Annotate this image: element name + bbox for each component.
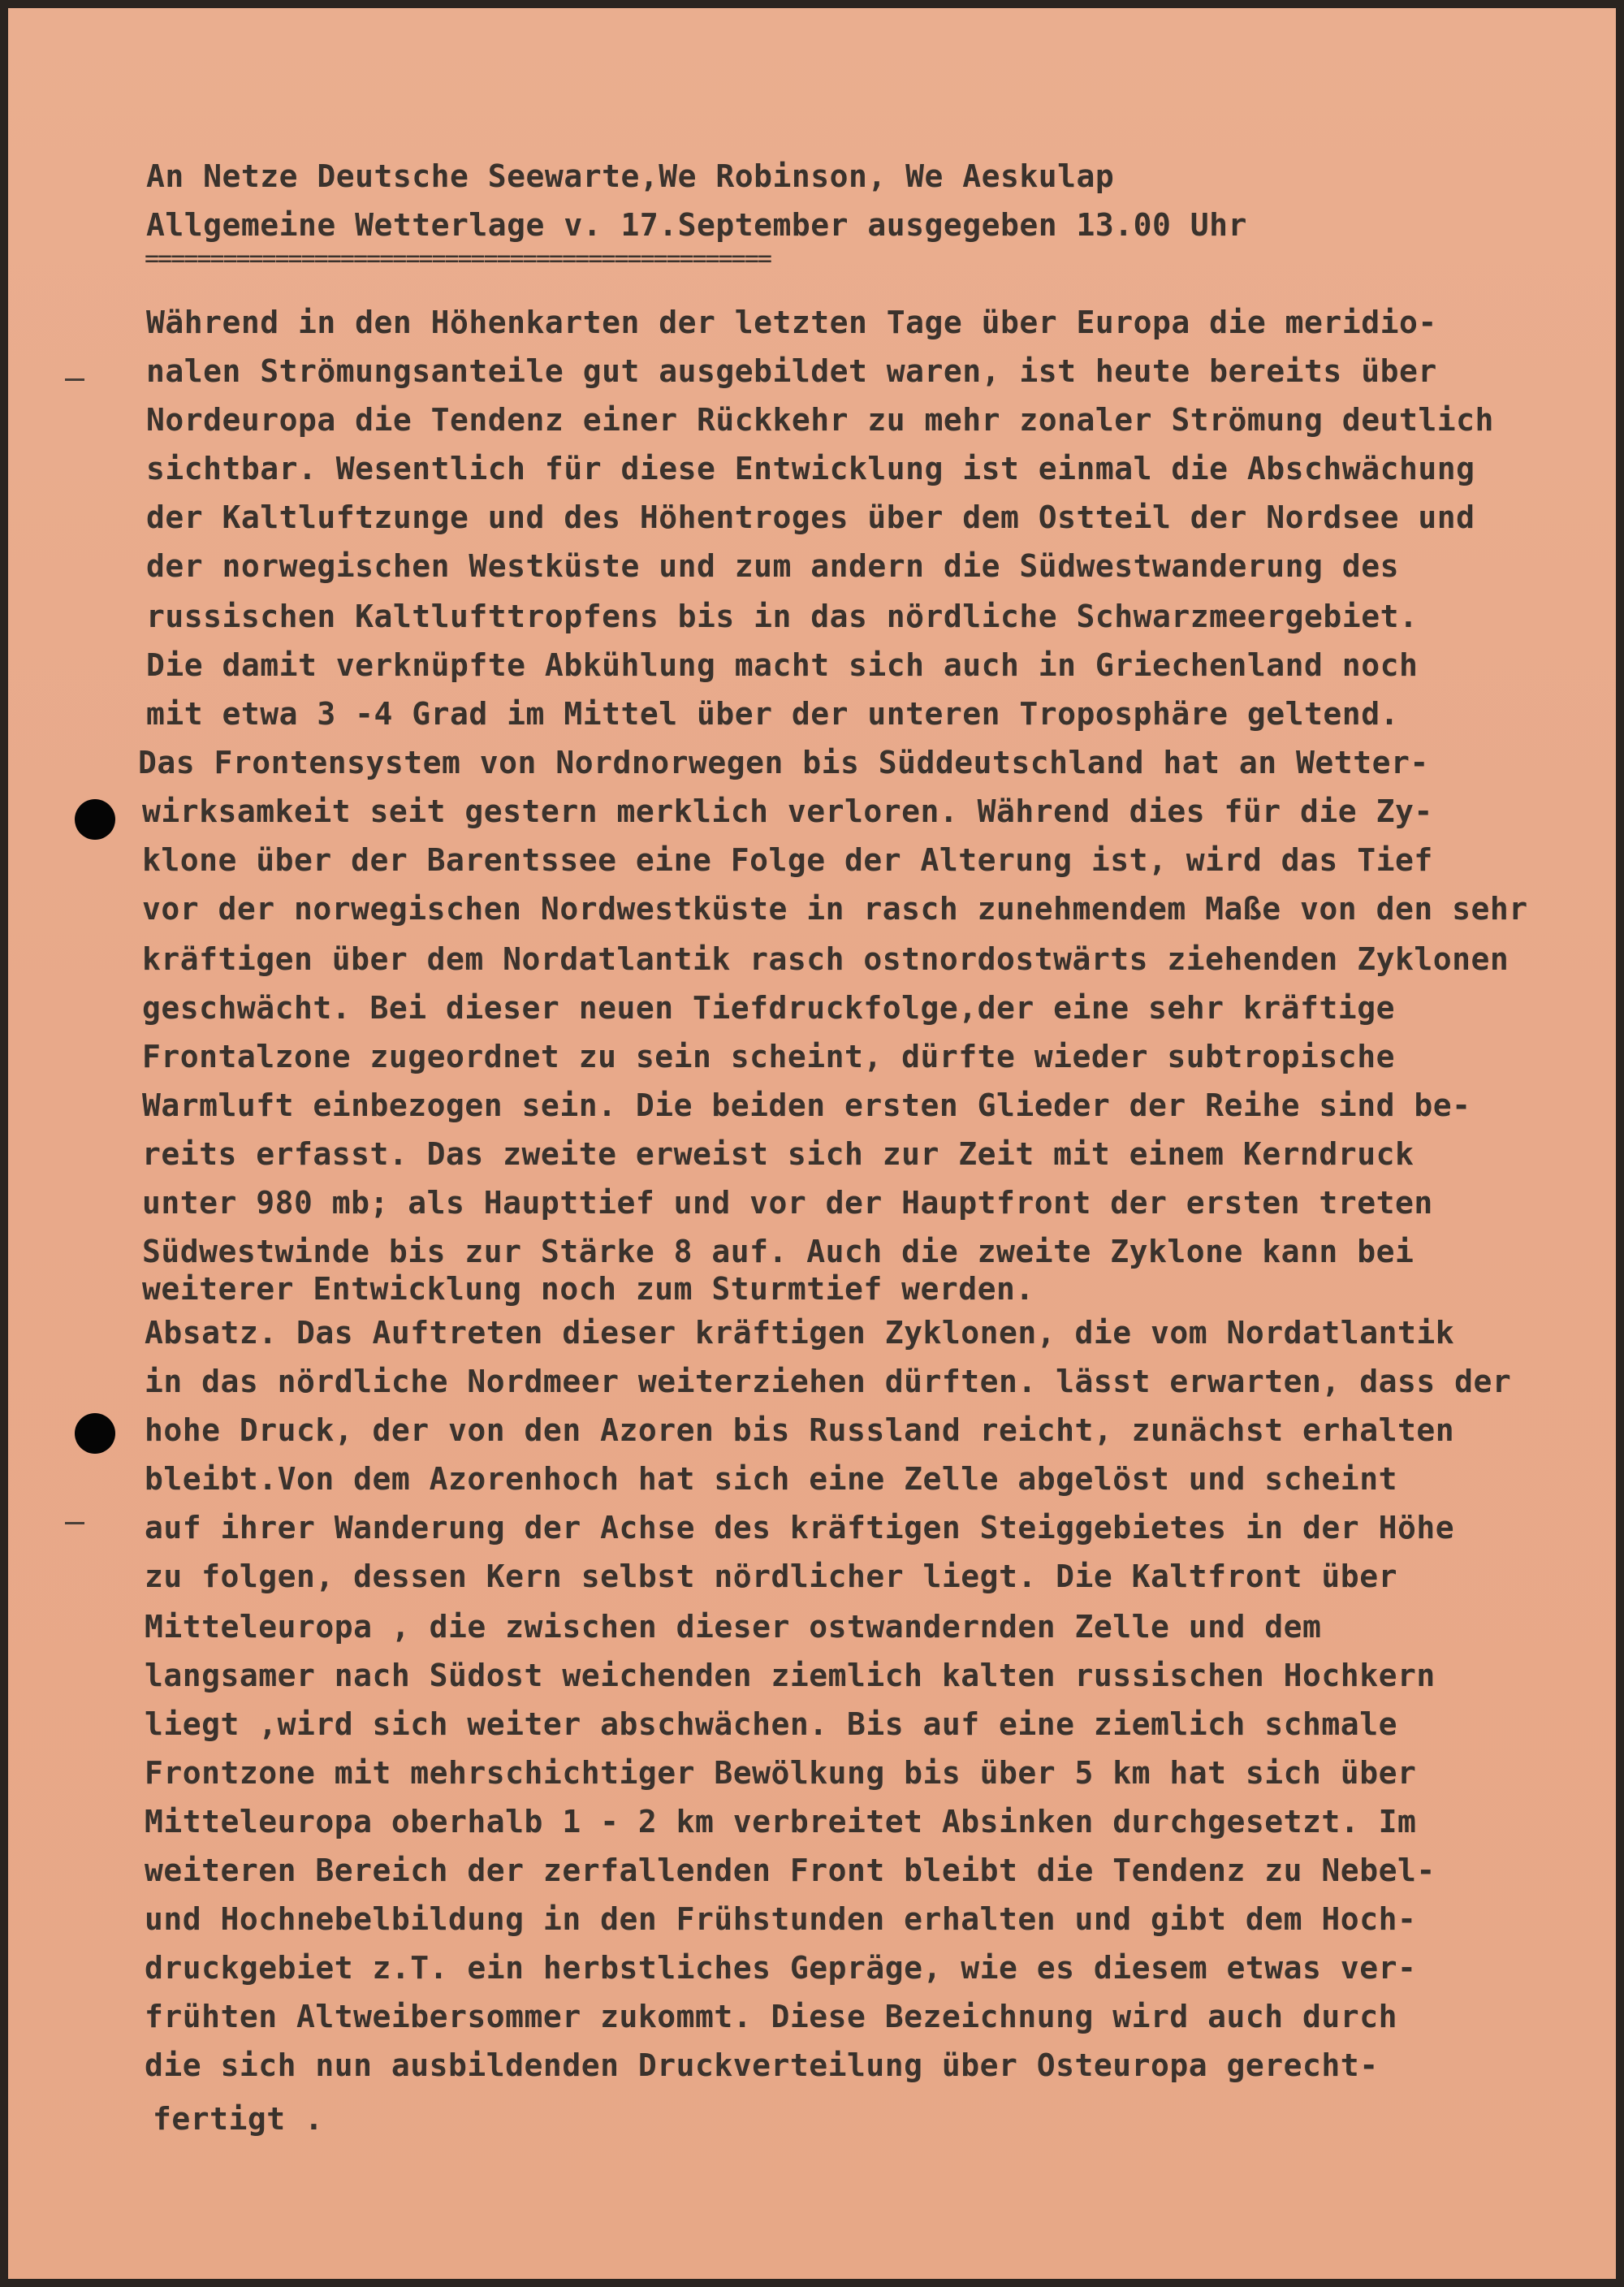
body-line: auf ihrer Wanderung der Achse des kräftigen Steiggebietes in der Höhe [145, 1510, 1455, 1546]
body-line: Das Frontensystem von Nordnorwegen bis Süddeutschland hat an Wetter- [138, 745, 1429, 780]
body-line: in das nördliche Nordmeer weiterziehen dürften. lässt erwarten, dass der [145, 1364, 1512, 1399]
punch-hole [75, 799, 115, 840]
body-line: liegt ,wird sich weiter abschwächen. Bis auf eine ziemlich schmale [145, 1706, 1397, 1742]
underline-rule: ================================================ [145, 244, 771, 273]
body-line: Mitteleuropa oberhalb 1 - 2 km verbreitet Absinken durchgesetzt. Im [145, 1804, 1417, 1840]
body-line: druckgebiet z.T. ein herbstliches Gepräge, wie es diesem etwas ver- [145, 1950, 1417, 1986]
body-line: der Kaltluftzunge und des Höhentroges über dem Ostteil der Nordsee und [146, 499, 1475, 535]
body-line: weiterer Entwicklung noch zum Sturmtief werden. [142, 1271, 1034, 1307]
body-line: mit etwa 3 -4 Grad im Mittel über der unteren Troposphäre geltend. [146, 696, 1399, 732]
body-line: der norwegischen Westküste und zum andern die Südwestwanderung des [146, 548, 1399, 584]
body-line: reits erfasst. Das zweite erweist sich zur Zeit mit einem Kerndruck [142, 1136, 1415, 1172]
body-line: Südwestwinde bis zur Stärke 8 auf. Auch die zweite Zyklone kann bei [142, 1234, 1415, 1269]
body-line: Während in den Höhenkarten der letzten Tage über Europa die meridio- [146, 305, 1437, 340]
body-line: Nordeuropa die Tendenz einer Rückkehr zu mehr zonaler Strömung deutlich [146, 402, 1494, 438]
body-line: und Hochnebelbildung in den Frühstunden erhalten und gibt dem Hoch- [145, 1901, 1417, 1937]
body-line: Warmluft einbezogen sein. Die beiden ersten Glieder der Reihe sind be- [142, 1087, 1471, 1123]
body-line: langsamer nach Südost weichenden ziemlich kalten russischen Hochkern [145, 1658, 1436, 1693]
body-line: fertigt . [153, 2101, 324, 2137]
body-line: weiteren Bereich der zerfallenden Front bleibt die Tendenz zu Nebel- [145, 1853, 1436, 1888]
address-line: An Netze Deutsche Seewarte,We Robinson, We Aeskulap [146, 158, 1115, 194]
body-line: Mitteleuropa , die zwischen dieser ostwandernden Zelle und dem [145, 1609, 1322, 1645]
body-line: russischen Kaltlufttropfens bis in das nördliche Schwarzmeergebiet. [146, 599, 1419, 634]
body-line: kräftigen über dem Nordatlantik rasch ostnordostwärts ziehenden Zyklonen [142, 941, 1510, 977]
subject-line: Allgemeine Wetterlage v. 17.September ausgegeben 13.00 Uhr [146, 207, 1247, 243]
body-line: geschwächt. Bei dieser neuen Tiefdruckfolge,der eine sehr kräftige [142, 990, 1395, 1026]
body-line: vor der norwegischen Nordwestküste in rasch zunehmendem Maße von den sehr [142, 891, 1528, 927]
body-line: nalen Strömungsanteile gut ausgebildet waren, ist heute bereits über [146, 353, 1437, 389]
margin-mark [65, 378, 84, 381]
body-line: unter 980 mb; als Haupttief und vor der Hauptfront der ersten treten [142, 1185, 1433, 1221]
body-line: Frontalzone zugeordnet zu sein scheint, dürfte wieder subtropische [142, 1039, 1395, 1074]
body-line: die sich nun ausbildenden Druckverteilung über Osteuropa gerecht- [145, 2047, 1379, 2083]
body-line: Absatz. Das Auftreten dieser kräftigen Zyklonen, die vom Nordatlantik [145, 1315, 1455, 1351]
body-line: klone über der Barentssee eine Folge der Alterung ist, wird das Tief [142, 842, 1433, 878]
body-line: hohe Druck, der von den Azoren bis Russland reicht, zunächst erhalten [145, 1412, 1455, 1448]
body-line: Frontzone mit mehrschichtiger Bewölkung bis über 5 km hat sich über [145, 1755, 1417, 1791]
punch-hole [75, 1413, 115, 1454]
body-line: sichtbar. Wesentlich für diese Entwicklung ist einmal die Abschwächung [146, 451, 1475, 486]
body-line: frühten Altweibersommer zukommt. Diese Bezeichnung wird auch durch [145, 1999, 1397, 2034]
body-line: zu folgen, dessen Kern selbst nördlicher liegt. Die Kaltfront über [145, 1559, 1397, 1594]
margin-mark [65, 1522, 84, 1524]
body-line: wirksamkeit seit gestern merklich verloren. Während dies für die Zy- [142, 793, 1433, 829]
body-line: bleibt.Von dem Azorenhoch hat sich eine Zelle abgelöst und scheint [145, 1461, 1397, 1497]
body-line: Die damit verknüpfte Abkühlung macht sich auch in Griechenland noch [146, 647, 1419, 683]
